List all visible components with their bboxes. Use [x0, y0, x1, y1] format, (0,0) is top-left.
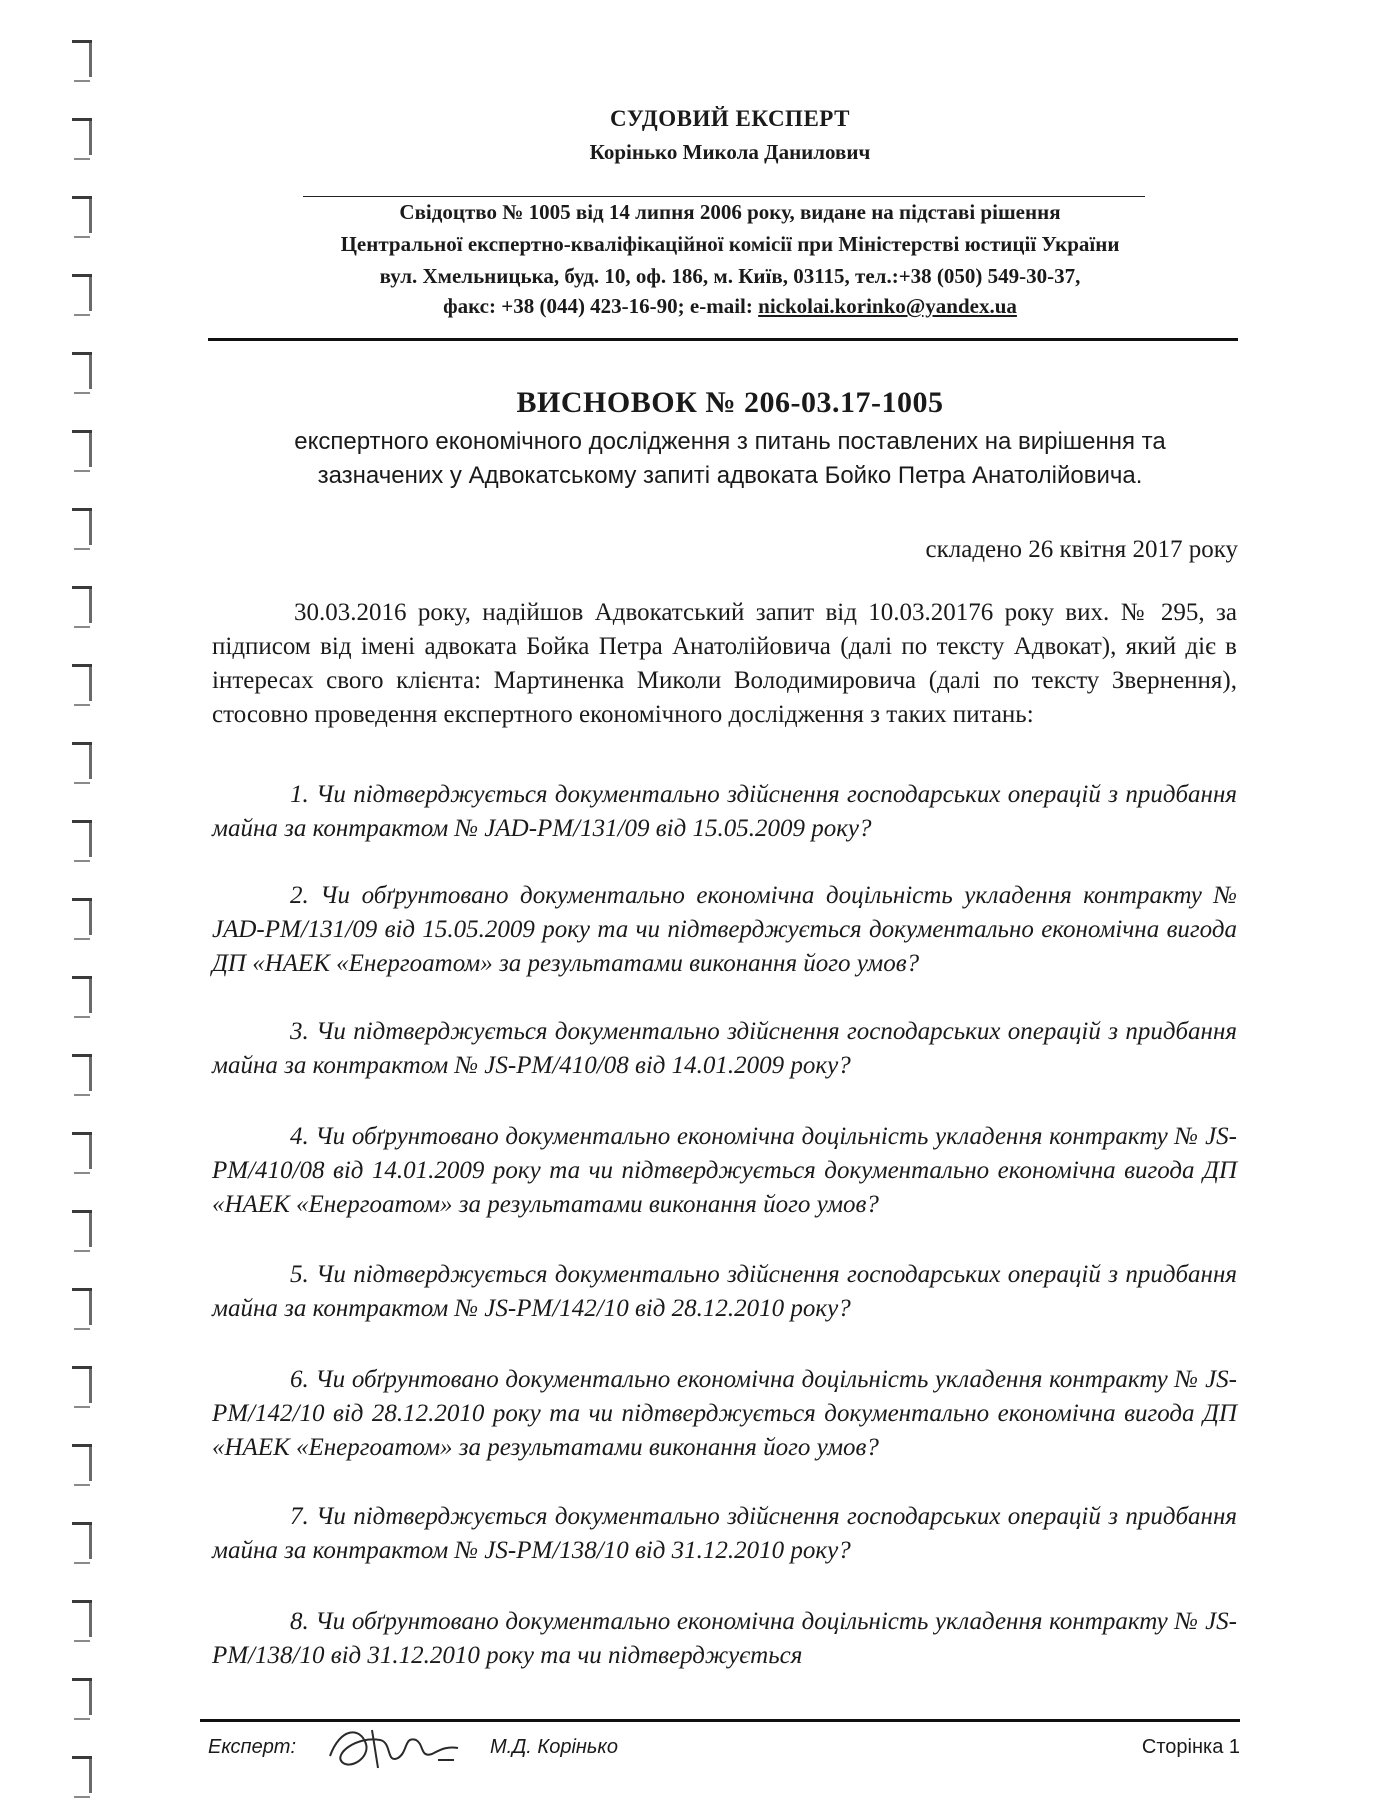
binding-mark — [72, 352, 92, 396]
header-bottom-rule — [208, 338, 1238, 341]
email-link[interactable]: nickolai.korinko@yandex.ua — [758, 294, 1017, 318]
question-item: 6. Чи обґрунтовано документально економічна доцільність укладення контракту № JS-PM/142/10 від 28.12.2010 року та чи підтверджується документально економічна вигода ДП «НАЕК «Енергоатом» за результатами виконання його умов? — [212, 1366, 1237, 1461]
footer-expert-name: М.Д. Корінько — [490, 1736, 618, 1758]
binding-mark — [72, 1366, 92, 1410]
binding-mark — [72, 1756, 92, 1800]
binding-mark — [72, 274, 92, 318]
binding-mark — [72, 1600, 92, 1644]
binding-mark — [72, 1132, 92, 1176]
binding-mark — [72, 586, 92, 630]
binding-mark — [72, 898, 92, 942]
fax-text: факс: +38 (044) 423-16-90; e-mail: — [443, 294, 759, 318]
binding-mark — [72, 508, 92, 552]
question-item: 2. Чи обґрунтовано документально економічна доцільність укладення контракту № JAD-PM/131/09 від 15.05.2009 року та чи підтверджується документально економічна вигода ДП «НАЕК «Енергоатом» за результатами виконання його умов? — [212, 882, 1237, 977]
footer-expert-label: Експерт: — [208, 1736, 297, 1758]
question-item: 1. Чи підтверджується документально здійснення господарських операцій з придбання майна за контрактом № JAD-PM/131/09 від 15.05.2009 року? — [212, 781, 1237, 842]
binding-mark — [72, 1054, 92, 1098]
signature-image — [320, 1718, 470, 1778]
question-item: 3. Чи підтверджується документально здійснення господарських операцій з придбання майна за контрактом № JS-PM/410/08 від 14.01.2009 року? — [212, 1018, 1237, 1079]
binding-mark — [72, 196, 92, 240]
question-item: 4. Чи обґрунтовано документально економічна доцільність укладення контракту № JS-PM/410/08 від 14.01.2009 року та чи підтверджується документально економічна вигода ДП «НАЕК «Енергоатом» за результатами виконання його умов? — [212, 1123, 1237, 1218]
binding-mark — [72, 664, 92, 708]
binding-mark — [72, 40, 92, 84]
binding-mark — [72, 976, 92, 1020]
page-number: Сторінка 1 — [1141, 1736, 1240, 1758]
question-item: 7. Чи підтверджується документально здійснення господарських операцій з придбання майна за контрактом № JS-PM/138/10 від 31.12.2010 року? — [212, 1503, 1237, 1564]
document-subtitle-line-1: експертного економічного дослідження з питань поставлених на вирішення та — [294, 428, 1166, 455]
question-item: 8. Чи обґрунтовано документально економічна доцільність укладення контракту № JS-PM/138/10 від 31.12.2010 року та чи підтверджується — [212, 1608, 1237, 1669]
certificate-line-1: Свідоцтво № 1005 від 14 липня 2006 року, видане на підставі рішення — [399, 200, 1061, 224]
binding-mark — [72, 1444, 92, 1488]
certificate-address: вул. Хмельницька, буд. 10, оф. 186, м. Київ, 03115, тел.:+38 (050) 549-30-37, — [379, 264, 1081, 288]
header-title: СУДОВИЙ ЕКСПЕРТ — [610, 106, 850, 131]
binding-mark — [72, 118, 92, 162]
binding-mark — [72, 742, 92, 786]
document-subtitle-line-2: зазначених у Адвокатському запиті адвоката Бойко Петра Анатолійовича. — [317, 462, 1143, 489]
binding-holes — [0, 0, 110, 1812]
binding-mark — [72, 430, 92, 474]
certificate-line-2: Центральної експертно-кваліфікаційної комісії при Міністерстві юстиції України — [340, 232, 1120, 256]
expert-name: Корінько Микола Данилович — [589, 140, 871, 164]
binding-mark — [72, 1210, 92, 1254]
binding-mark — [72, 820, 92, 864]
header-divider — [303, 196, 1145, 197]
certificate-contacts — [200, 294, 1260, 319]
binding-mark — [72, 1288, 92, 1332]
document-title: ВИСНОВОК № 206-03.17-1005 — [516, 386, 944, 419]
document-date: складено 26 квітня 2017 року — [925, 536, 1238, 563]
binding-mark — [72, 1678, 92, 1722]
question-item: 5. Чи підтверджується документально здійснення господарських операцій з придбання майна за контрактом № JS-PM/142/10 від 28.12.2010 року? — [212, 1261, 1237, 1322]
binding-mark — [72, 1522, 92, 1566]
intro-paragraph: 30.03.2016 року, надійшов Адвокатський запит від 10.03.20176 року вих. № 295, за підписом від імені адвоката Бойка Петра Анатолійовича (далі по тексту Адвокат), який діє в інтересах свого клієнта: Мартиненка Миколи Володимировича (далі по тексту Звернення), стосовно проведення експертного економічного дослідження з таких питань: — [212, 599, 1237, 728]
